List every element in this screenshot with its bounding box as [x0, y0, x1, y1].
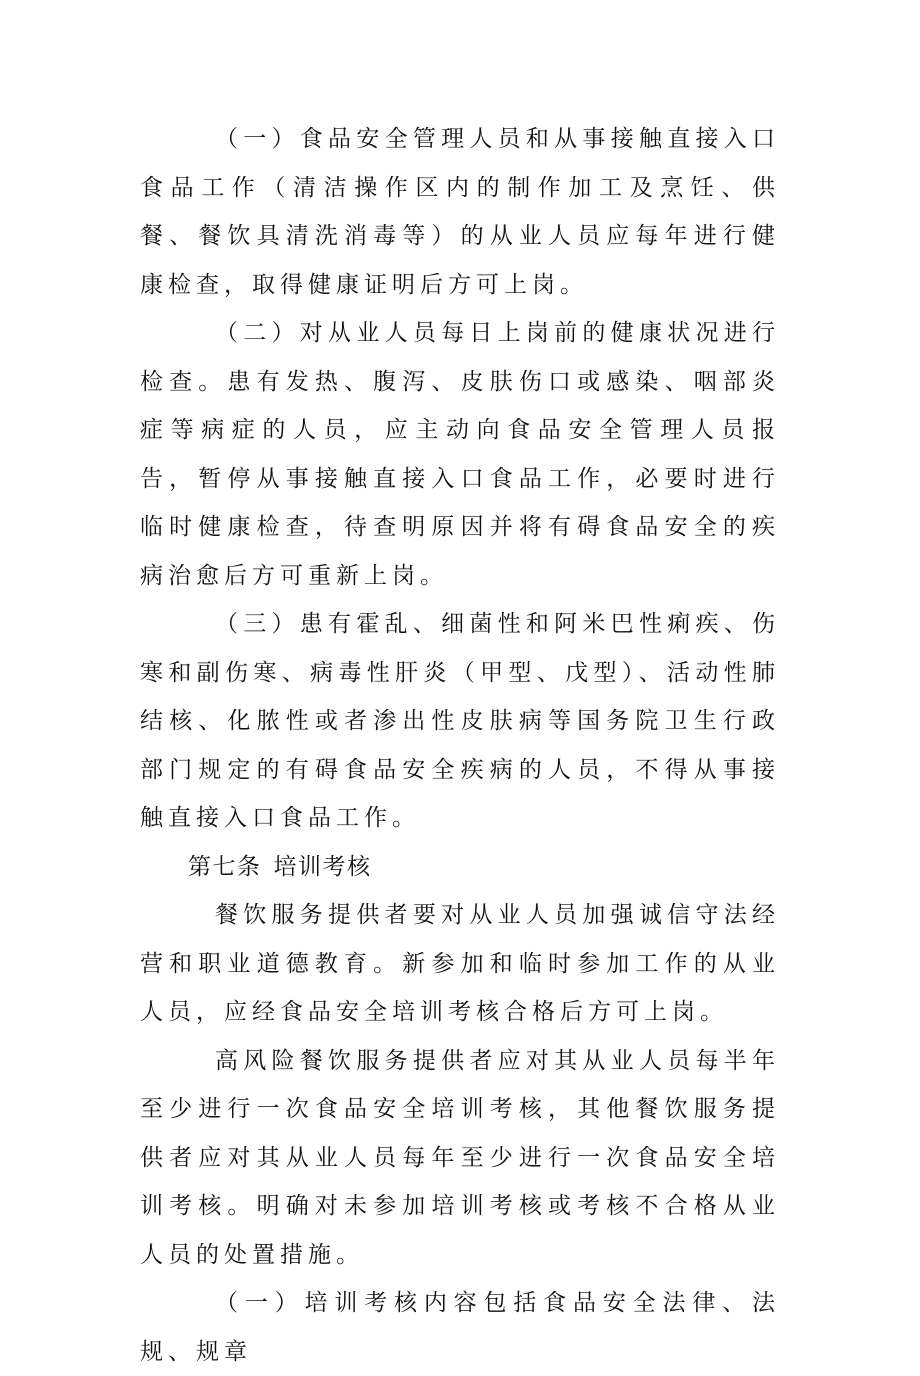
- paragraph-training-frequency: 高风险餐饮服务提供者应对其从业人员每半年至少进行一次食品安全培训考核，其他餐饮服务提供者应对其从业人员每年至少进行一次食品安全培训考核。明确对未参加培训考核或考核不合格从业人员的处置措施。: [140, 1047, 780, 1268]
- paragraph-health-check: （一）食品安全管理人员和从事接触直接入口食品工作（清洁操作区内的制作加工及烹饪、供餐、餐饮具清洗消毒等）的从业人员应每年进行健康检查，取得健康证明后方可上岗。: [140, 126, 780, 298]
- article-heading: [140, 843, 780, 892]
- paragraph-ethics-education: 餐饮服务提供者要对从业人员加强诚信守法经营和职业道德教育。新参加和临时参加工作的从业人员，应经食品安全培训考核合格后方可上岗。: [140, 902, 780, 1025]
- document-page: [140, 115, 780, 1376]
- paragraph-training-content: （一）培训考核内容包括食品安全法律、法规、规章: [140, 1290, 780, 1365]
- paragraph-daily-inspection: （二）对从业人员每日上岗前的健康状况进行检查。患有发热、腹泻、皮肤伤口或感染、咽部炎症等病症的人员，应主动向食品安全管理人员报告，暂停从事接触直接入口食品工作，必要时进行临时健康检查，待查明原因并将有碍食品安全的疾病治愈后方可重新上岗。: [140, 320, 780, 589]
- paragraph-prohibited-diseases: （三）患有霍乱、细菌性和阿米巴性痢疾、伤寒和副伤寒、病毒性肝炎（甲型、戊型）、活动性肺结核、化脓性或者渗出性皮肤病等国务院卫生行政部门规定的有碍食品安全疾病的人员，不得从事接触直接入口食品工作。: [140, 611, 780, 831]
- article-title: 培训考核: [273, 853, 372, 880]
- article-number: 第七条: [188, 853, 262, 880]
